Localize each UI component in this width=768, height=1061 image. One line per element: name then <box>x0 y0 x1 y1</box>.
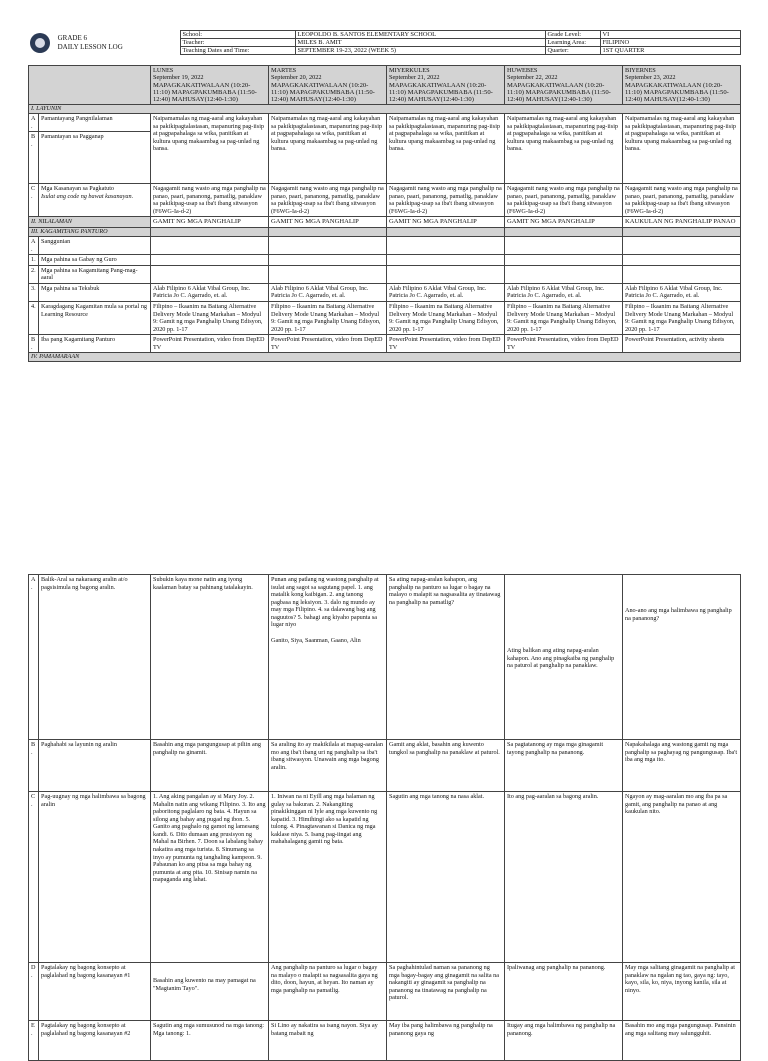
dates-label: Teaching Dates and Time: <box>180 47 295 55</box>
grade-level-label: Grade Level: <box>545 31 600 39</box>
days-header-row <box>29 66 741 105</box>
section-layunin-row <box>29 105 741 114</box>
row-kasanayan: C. Mga Kasanayan sa Pagkatuto Isulat ang code ng bawat kasanayan. Nagagamit nang wasto ang mga panghalip na panao, paari, pananong, pamatlig, panaklaw sa pakikipag-usap sa iba't ibang sitwasyon (F6WG-Ia-d-2) Nagagamit nang wasto ang mga panghalip na panao, paari, pananong, pamatlig, panaklaw sa pakikipag-usap sa iba't ibang sitwasyon (F6WG-Ia-d-2) Nagagamit nang wasto ang mga panghalip na panao, paari, pananong, pamatlig, panaklaw sa pakikipag-usap sa iba't ibang sitwasyon (F6WG-Ia-d-2) Nagagamit nang wasto ang mga panghalip na panao, paari, pananong, pamatlig, panaklaw sa pakikipag-usap sa iba't ibang sitwasyon (F6WG-Ia-d-2) Nagagamit nang wasto ang mga panghalip na panao, paari, pananong, pamatlig, panaklaw sa pakikipag-usap sa iba't ibang sitwasyon (F6WG-Ia-d-2) <box>29 184 741 217</box>
lesson-table <box>28 65 741 362</box>
quarter-label: Quarter: <box>545 47 600 55</box>
days-header-corner <box>29 66 151 105</box>
school-value: LEOPOLDO B. SANTOS ELEMENTARY SCHOOL <box>295 31 545 39</box>
label-iba-pang-kagamitan: Iba pang Kagamitang Panturo <box>39 335 151 353</box>
label-kagamitang-pang-mag-aaral: Mga pahina sa Kagamitang Pang-mag-aaral <box>39 265 151 283</box>
learning-area-value: FILIPINO <box>600 39 740 47</box>
day-monday: LUNES September 19, 2022 MAPAGKAKATIWALAAN (10:20-11:10) MAPAGPAKUMBABA (11:50-12:40) MAHUSAY(12:40-1:30) <box>151 66 269 105</box>
row-teksbuk: 3. Mga pahina sa Teksbuk Alab Filipino 6 Aklat Vibal Group, Inc. Patricia Jo C. Agarrado, et. al. Alab Filipino 6 Aklat Vibal Group, Inc. Patricia Jo C. Agarrado, et. al. Alab Filipino 6 Aklat Vibal Group, Inc. Patricia Jo C. Agarrado, et. al. Alab Filipino 6 Aklat Vibal Group, Inc. Patricia Jo C. Agarrado, et. al. Alab Filipino 6 Aklat Vibal Group, Inc. Patricia Jo C. Agarrado, et. al. <box>29 283 741 301</box>
row-pamantayang-pangnilalaman: A. Pamantayang Pangnilalaman Naipamamalas ng mag-aaral ang kakayahan sa pakikipagtalastasan, mapanuring pag-iisip at pagpapahalaga sa wika, panitikan at kultura upang makaambag sa pag-unlad ng bansa. Naipamamalas ng mag-aaral ang kakayahan sa pakikipagtalastasan, mapanuring pag-iisip at pagpapahalaga sa wika, panitikan at kultura upang makaambag sa pag-unlad ng bansa. Naipamamalas ng mag-aaral ang kakayahan sa pakikipagtalastasan, mapanuring pag-iisip at pagpapahalaga sa wika, panitikan at kultura upang makaambag sa pag-unlad ng bansa. Naipamamalas ng mag-aaral ang kakayahan sa pakikipagtalastasan, mapanuring pag-iisip at pagpapahalaga sa wika, panitikan at kultura upang makaambag sa pag-unlad ng bansa. Naipamamalas ng mag-aaral ang kakayahan sa pakikipagtalastasan, mapanuring pag-iisip at pagpapahalaga sa wika, panitikan at kultura upang makaambag sa pag-unlad ng bansa. <box>29 114 741 132</box>
label-gabay-ng-guro: Mga pahina sa Gabay ng Guro <box>39 255 151 266</box>
quarter-value: 1ST QUARTER <box>600 47 740 55</box>
row-iba-pang-kagamitan: B. Iba pang Kagamitang Panturo PowerPoint Presentation, video from DepED TV PowerPoint Presentation, video from DepED TV PowerPoint Presentation, video from DepED TV PowerPoint Presentation, video from DepED TV PowerPoint Presentation, activity sheets <box>29 335 741 353</box>
label-pag-uugnay: Pag-uugnay ng mga halimbawa sa bagong aralin <box>39 792 151 963</box>
procedure-table <box>28 574 741 1061</box>
row-pagtalakay-1: D. Pagtalakay ng bagong konsepto at paglalahad ng bagong kasanayan #1 Basahin ang kuwento na may pamagat na "Magtanim Tayo". Ang panghalip na panturo sa lugar o bagay na malayo o malapit sa nagsasalita gaya ng dito, doon, hayun, at heyan. Ito naman ay mga panghalip na pamatlig. Sa paghahintulad naman sa pananong ng mga bagay-bagay ang ginagamit na salita na nakangiti ay ginagamit sa panghalip na pananong na tinatawag na panghalip na paturol. Ipaliwanag ang panghalip na pananong. May mga salitang ginagamit na panghalip at panaklaw na ngalan ng tao, gaya ng: tayo, kayo, sila, ko, niya, inyong kanila, sila at ninyo. <box>29 963 741 1021</box>
day-wednesday: MIYERKULES September 21, 2022 MAPAGKAKATIWALAAN (10:20-11:10) MAPAGPAKUMBABA (11:50-12:40) MAHUSAY(12:40-1:30) <box>387 66 505 105</box>
section-kagamitan: III. KAGAMITANG PANTURO <box>29 228 151 237</box>
lesson-log-page-1 <box>28 30 740 362</box>
label-pamantayang-pangnilalaman: Pamantayang Pangnilalaman <box>39 114 151 132</box>
label-pagtalakay-2: Pagtalakay ng bagong konsepto at paglalahad ng bagong kasanayan #2 <box>39 1021 151 1061</box>
school-label: School: <box>180 31 295 39</box>
row-balik-aral: A. Balik-Aral sa nakaraang aralin at/o pagsisimula ng bagong aralin. Subukin kaya mone natin ang iyong kaalaman batay sa pahinang tatalakayin. Punan ang patlang ng wastong panghalip at isulat ang sagot sa sagutang papel. 1. ang matalik kong kaibigan. 2. ang tanong pagbasa ng leksiyon. 3. dalo ng mundo ay may mga Filipino. 4. sa dalawang bag ang naguutos? 5. bahagi ang kiyaho papunta sa lugar niyo Ganito, Siya, Saanman, Gaano, Alin Sa ating napag-aralan kahapon, ang panghalip na panturo sa lugar o bagay na malayo o malapit sa nagsasalita ay tinatawag na panghalip na pamatlig? Ating balikan ang ating napag-aralan kahapon. Ano ang pinagkaiba ng panghalip na paturol at panghalip na panaklaw. Ano-ano ang mga halimbawa ng panghalip na pananong? <box>29 575 741 740</box>
doc-type-label: DAILY LESSON LOG <box>57 42 123 51</box>
section-kagamitan-row <box>29 228 741 237</box>
row-pagtalakay-2: E. Pagtalakay ng bagong konsepto at paglalahad ng bagong kasanayan #2 Sagutin ang mga sumusunod na mga tanong: Mga tanong: 1. Si Lino ay nakatira sa isang nayon. Siya ay batang mabait ng May iba pang halimbawa ng panghalip na pananong gaya ng Itugay ang mga halimbawa ng panghalip na pananong. Basahin mo ang mga pangungusap. Pansinin ang mga salitang may salungguhit. <box>29 1021 741 1061</box>
row-sanggunian: A. Sanggunian <box>29 237 741 255</box>
learning-area-label: Learning Area: <box>545 39 600 47</box>
section-pamamaraan-row <box>29 353 741 362</box>
label-kasanayan: Mga Kasanayan sa Pagkatuto Isulat ang code ng bawat kasanayan. <box>39 184 151 217</box>
label-balik-aral: Balik-Aral sa nakaraang aralin at/o pagsisimula ng bagong aralin. <box>39 575 151 740</box>
deped-seal-icon <box>30 33 50 53</box>
label-learning-resource: Karagdagang Kagamitan mula sa portal ng Learning Resource <box>39 301 151 334</box>
row-learning-resource: 4. Karagdagang Kagamitan mula sa portal ng Learning Resource Filipino – Ikaanim na Baitang Alternative Delivery Mode Unang Markahan – Modyul 9: Gamit ng mga Panghalip Unang Edisyon, 2020 pp. 1-17 Filipino – Ikaanim na Baitang Alternative Delivery Mode Unang Markahan – Modyul 9: Gamit ng mga Panghalip Unang Edisyon, 2020 pp. 1-17 Filipino – Ikaanim na Baitang Alternative Delivery Mode Unang Markahan – Modyul 9: Gamit ng mga Panghalip Unang Edisyon, 2020 pp. 1-17 Filipino – Ikaanim na Baitang Alternative Delivery Mode Unang Markahan – Modyul 9: Gamit ng mga Panghalip Unang Edisyon, 2020 pp. 1-17 Filipino – Ikaanim na Baitang Alternative Delivery Mode Unang Markahan – Modyul 9: Gamit ng mga Panghalip Unang Edisyon, 2020 pp. 1-17 <box>29 301 741 334</box>
label-paghahabi: Paghahabi sa layunin ng aralin <box>39 740 151 792</box>
row-kagamitang-pang-mag-aaral: 2. Mga pahina sa Kagamitang Pang-mag-aaral <box>29 265 741 283</box>
dates-value: SEPTEMBER 19-23, 2022 (WEEK 5) <box>295 47 545 55</box>
day-thursday: HUWEBES September 22, 2022 MAPAGKAKATIWALAAN (10:20-11:10) MAPAGPAKUMBABA (11:50-12:40) MAHUSAY(12:40-1:30) <box>505 66 623 105</box>
grade-level-value: VI <box>600 31 740 39</box>
teacher-value: MILES B. AMIT <box>295 39 545 47</box>
label-teksbuk: Mga pahina sa Teksbuk <box>39 283 151 301</box>
lesson-log-page-2 <box>28 574 740 1061</box>
section-pamamaraan: IV. PAMAMARAAN <box>29 353 741 362</box>
row-pamantayan-sa-pagganap: B. Pamantayan sa Pagganap <box>29 132 741 184</box>
section-layunin: I. LAYUNIN <box>29 105 741 114</box>
label-pamantayan-sa-pagganap: Pamantayan sa Pagganap <box>39 132 151 184</box>
row-paghahabi: B. Paghahabi sa layunin ng aralin Basahin ang mga pangungusap at piliin ang panghalip na ginamit. Sa araling ito ay makikilala at mapag-aaralan mo ang iba't ibang uri ng panghalip sa iba't ibang sitwasyon. Unawain ang mga bagong aralin. Gamit ang aklat, basahin ang kuwento tungkol sa panghalip na panaklaw at paturol. Sa pagtatanong ay mga mga ginagamit tayong panghalip na pananong. Napakahalaga ang wastong gamit ng mga panghalip sa paghayag ng pangungusap. Iba't iba ang mga ito. <box>29 740 741 792</box>
teacher-label: Teacher: <box>180 39 295 47</box>
header-table <box>28 30 741 55</box>
row-pag-uugnay: C. Pag-uugnay ng mga halimbawa sa bagong aralin 1. Ang aking pangalan ay si Mary Joy. 2. Mahalin natin ang wikang Filipino. 3. Ito ang paboritong paglalaro ng bata. 4. Hayun sa silong ang bahay ang pugad ng ibon. 5. Ganito ang paghalo ng gamot ng lamesang kandi. 6. Dito dumaan ang prusisyon ng Mahal na Birhen. 7. Doon sa labalang bahay nakatira ang mga turista. 8. Sinumang sa inyo ay pumunta ng tanghaling kampeon. 9. Pabaunan ko ang pitsa sa mga bahay ng pumunta at ang pita. 10. Sinisap namin na mapaganda ang lahat. 1. Iniwan na ni Eyill ang mga halaman ng gulay sa bakuran. 2. Nakangiting pinakikinggan ni Iyle ang mga kuwento ng kapatid. 3. Himihingi ako sa kapatid ng tulong. 4. Pinagtawanan si Danica ng mga kaklase niya. 5. Isang pag-iingat ang mahahalagang gamit ng bata. Sagutin ang mga tanong na nasa aklat. Ito ang pag-aaralan sa bagong aralin. Ngayon ay mag-aaralan mo ang iba pa sa gamit, ang panghalip na panao at ang kaukulan nito. <box>29 792 741 963</box>
day-friday: BIYERNES September 23, 2022 MAPAGKAKATIWALAAN (10:20-11:10) MAPAGPAKUMBABA (11:50-12:40) MAHUSAY(12:40-1:30) <box>623 66 741 105</box>
header-logo-block <box>28 31 180 55</box>
label-sanggunian: Sanggunian <box>39 237 151 255</box>
label-pagtalakay-1: Pagtalakay ng bagong konsepto at paglalahad ng bagong kasanayan #1 <box>39 963 151 1021</box>
section-nilalaman: II. NILALAMAN <box>29 217 151 228</box>
row-gabay-ng-guro: 1. Mga pahina sa Gabay ng Guro <box>29 255 741 266</box>
grade-label: GRADE 6 <box>57 34 87 42</box>
row-nilalaman: II. NILALAMAN GAMIT NG MGA PANGHALIP GAMIT NG MGA PANGHALIP GAMIT NG MGA PANGHALIP GAMIT NG MGA PANGHALIP KAUKULAN NG PANGHALIP PANAO <box>29 217 741 228</box>
day-tuesday: MARTES September 20, 2022 MAPAGKAKATIWALAAN (10:20-11:10) MAPAGPAKUMBABA (11:50-12:40) MAHUSAY(12:40-1:30) <box>269 66 387 105</box>
